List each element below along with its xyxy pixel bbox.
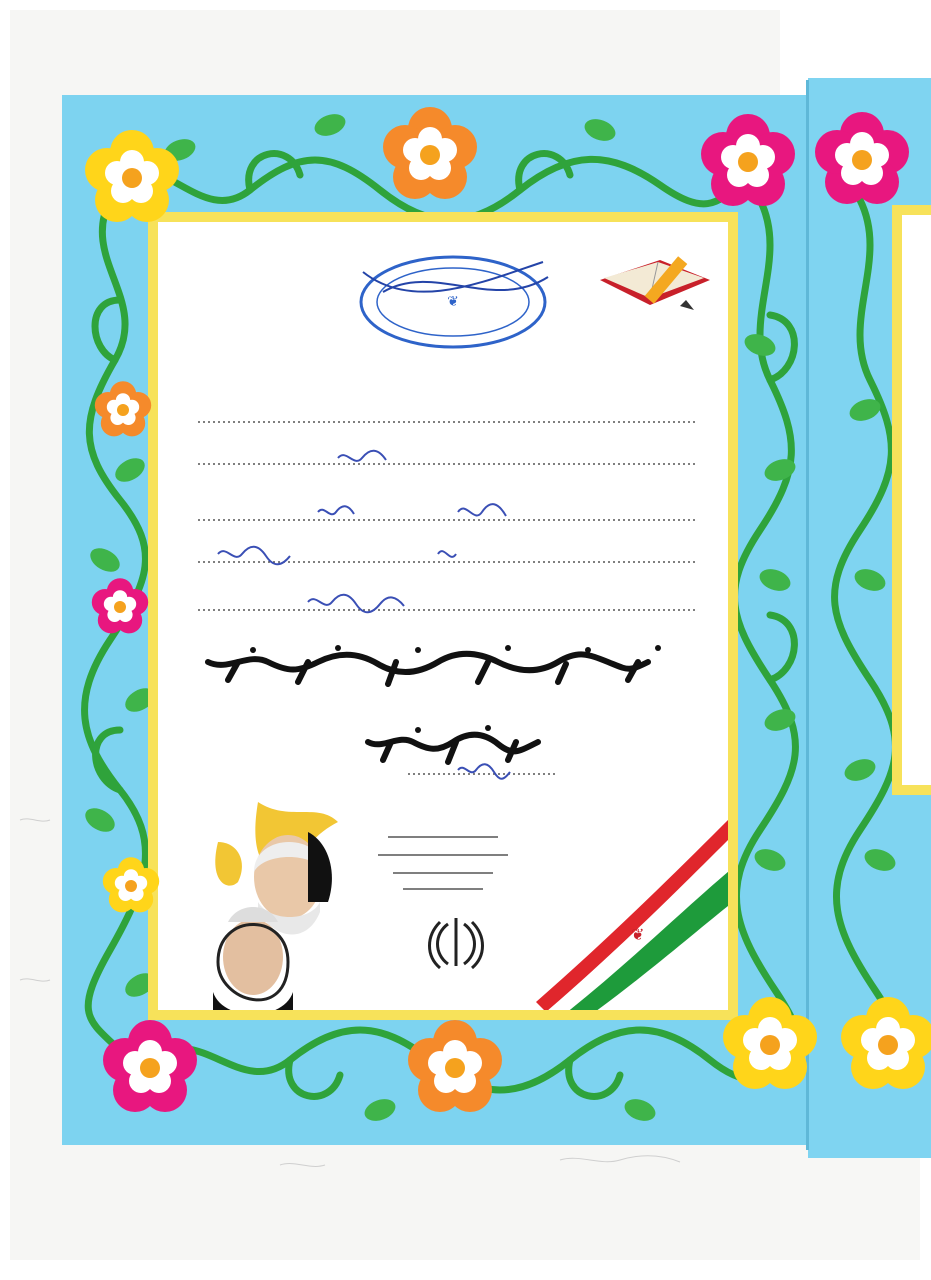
flower-icon — [103, 1020, 197, 1112]
flower-icon — [92, 578, 148, 633]
flower-icon — [85, 130, 179, 222]
flower-icon — [95, 381, 151, 436]
svg-text:❦: ❦ — [631, 925, 645, 944]
flower-icon — [723, 997, 817, 1089]
flower-icon — [383, 107, 477, 199]
flower-icon — [815, 112, 909, 204]
flower-icon — [701, 114, 795, 206]
flower-icon — [103, 857, 159, 912]
flower-icon — [841, 997, 931, 1089]
flower-icon — [408, 1020, 502, 1112]
svg-text:❦: ❦ — [447, 294, 459, 310]
